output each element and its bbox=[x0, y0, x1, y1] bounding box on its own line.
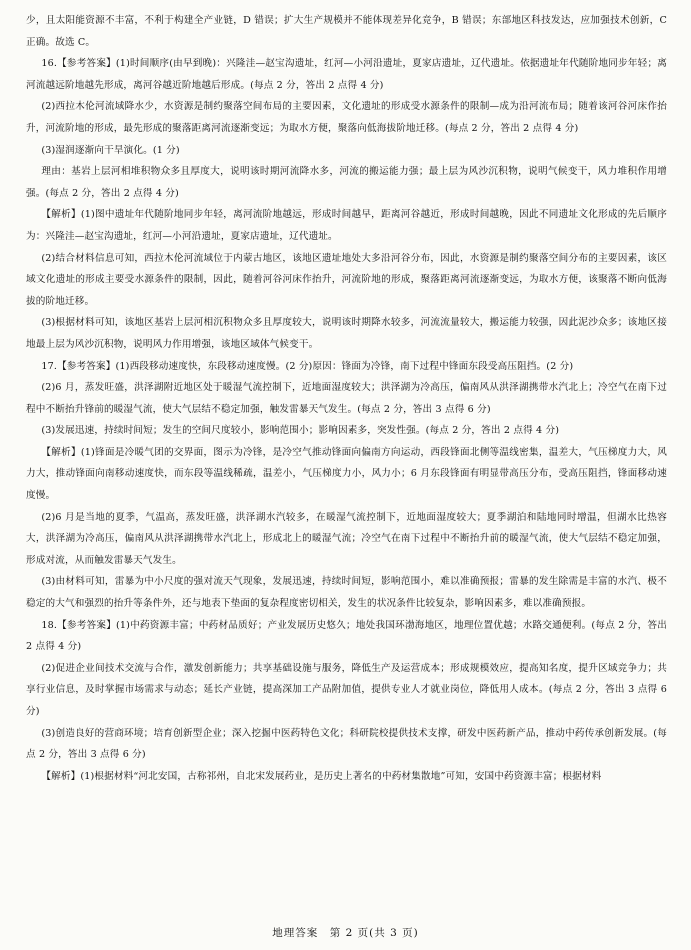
page-footer: 地理答案 第 2 页(共 3 页) bbox=[272, 927, 419, 939]
q18-answer-3: (3)创造良好的营商环境；培育创新型企业；深入挖掘中医药特色文化；科研院校提供技术支撑，研发中医药新产品，推动中药传承创新发展。(每点 2 分，答出 3 点得 6 分) bbox=[26, 727, 667, 761]
q16-answer: 16.【参考答案】(1)时间顺序(由早到晚)：兴隆洼—赵宝沟遗址，红河—小河沿遗址，夏家店遗址，辽代遗址。依据遗址年代随阶地同步年轻；离河流越远阶地越先形成，离河谷越近阶地越后形成。(每点 2 分，答出 2 点得 4 分) bbox=[26, 58, 667, 91]
q17-answer: 17.【参考答案】(1)西段移动速度快，东段移动速度慢。(2 分)原因：锋面为冷锋，南下过程中锋面东段受高压阻挡。(2 分) bbox=[41, 360, 574, 372]
q17-analysis-3: (3)由材料可知，雷暴为中小尺度的强对流天气现象，发展迅速，持续时间短，影响范围小，难以准确预报；雷暴的发生除需是丰富的水汽、极不稳定的大气和强烈的抬升等条件外，还与地表下垫面的复杂程度密切相关，发生的状况条件比较复杂，影响因素多，难以准确预报。 bbox=[26, 576, 667, 610]
q18-answer-2: (2)促进企业间技术交流与合作，激发创新能力；共享基础设施与服务，降低生产及运营成本；形成规模效应，提高知名度，提升区域竞争力；共享行业信息，及时掌握市场需求与动态；延长产业链，提高深加工产品附加值，提供专业人才就业岗位，降低用人成本。(每点 2 分，答出 3 点得 6 分) bbox=[26, 662, 667, 717]
q16-answer-2: (2)西拉木伦河流域降水少，水资源是制约聚落空间布局的主要因素，文化遗址的形成受水源条件的限制—成为沿河流布局；随着该河谷河床作抬升，河流阶地的形成，最先形成的聚落距离河流逐渐变远；为取水方便，聚落向低海拔阶地迁移。(每点 2 分，答出 2 点得 4 分) bbox=[26, 101, 667, 134]
q16-analysis-3: (3)根据材料可知，该地区基岩上层河相沉积物众多且厚度较大，说明该时期降水较多，河流流量较大，搬运能力较强，因此泥沙众多；该地区接地最上层为风沙沉积物，说明风力作用增强，该地区域体气候变干。 bbox=[26, 317, 667, 350]
q16-answer-3: (3)湿润逐渐向干旱演化。(1 分) bbox=[41, 144, 180, 156]
q16-analysis-2: (2)结合材料信息可知，西拉木伦河流域位于内蒙古地区，该地区遗址地处大多沿河谷分布，因此，水资源是制约聚落空间分布的主要因素，该区域文化遗址的形成主要受水源条件的限制，因此，随着河谷河床作抬升，河流阶地的形成，聚落距离河流逐渐变远，为取水方便，该聚落不断向低海拔的阶地迁移。 bbox=[26, 252, 667, 307]
q17-answer-2: (2)6 月，蒸发旺盛，洪泽湖附近地区处于暖湿气流控制下，近地面湿度较大；洪泽湖为冷高压，偏南风从洪泽湖携带水汽北上；冷空气在南下过程中不断抬升锋前的暖湿气流，使大气层结不稳定加强，触发雷暴天气发生。(每点 2 分，答出 3 点得 6 分) bbox=[26, 382, 667, 415]
q18-answer: 18.【参考答案】(1)中药资源丰富；中药材品质好；产业发展历史悠久；地处我国环渤海地区，地理位置优越；水路交通便利。(每点 2 分，答出 2 点得 4 分) bbox=[26, 619, 667, 653]
paragraph-15-tail: 少，且太阳能资源不丰富，不利于构建全产业链，D 错误；扩大生产规模并不能体现差异化竞争，B 错误；东部地区科技发达，应加强技术创新，C 正确。故选 C。 bbox=[26, 15, 667, 48]
q16-analysis-1: 【解析】(1)图中遗址年代随阶地同步年轻，离河流阶地越远，形成时间越早，距离河谷越近，形成时间越晚，因此不同遗址文化形成的先后顺序为：兴隆洼—赵宝沟遗址，红河—小河沿遗址，夏家店遗址，辽代遗址。 bbox=[26, 209, 667, 242]
q17-answer-3: (3)发展迅速，持续时间短；发生的空间尺度较小，影响范围小；影响因素多，突发性强。(每点 2 分，答出 2 点得 4 分) bbox=[41, 425, 560, 437]
q17-analysis-1: 【解析】(1)锋面是冷暖气团的交界面，图示为冷锋，是冷空气推动锋面向偏南方向运动，西段锋面北侧等温线密集，温差大，气压梯度力大，风力大，推动锋面向南移动速度快，而东段等温线稀疏，温差小，气压梯度力小，风力小；6 月东段锋面有明显带高压分布，受高压阻挡，锋面移动速度慢。 bbox=[26, 446, 667, 502]
q18-analysis-1: 【解析】(1)根据材料“河北安国，古称祁州，自北宋发展药业，是历史上著名的中药材集散地”可知，安国中药资源丰富；根据材料 bbox=[41, 770, 602, 782]
q17-analysis-2: (2)6 月是当地的夏季，气温高，蒸发旺盛，洪泽湖水汽较多，在暖湿气流控制下，近地面湿度较大；夏季湖泊和陆地同时增温，但湖水比热容大，洪泽湖为冷高压，偏南风从洪泽湖携带水汽北上，形成北上的暖湿气流；冷空气在南下过程中不断抬升前的暖湿气流，使大气层结不稳定加强，形成对流，从而触发雷暴天气发生。 bbox=[26, 511, 667, 566]
q16-answer-3-reason: 理由：基岩上层河相堆积物众多且厚度大，说明该时期河流降水多，河流的搬运能力强；最上层为风沙沉积物，说明气候变干，风力堆积作用增强。(每点 2 分，答出 2 点得 4 分) bbox=[26, 166, 667, 199]
